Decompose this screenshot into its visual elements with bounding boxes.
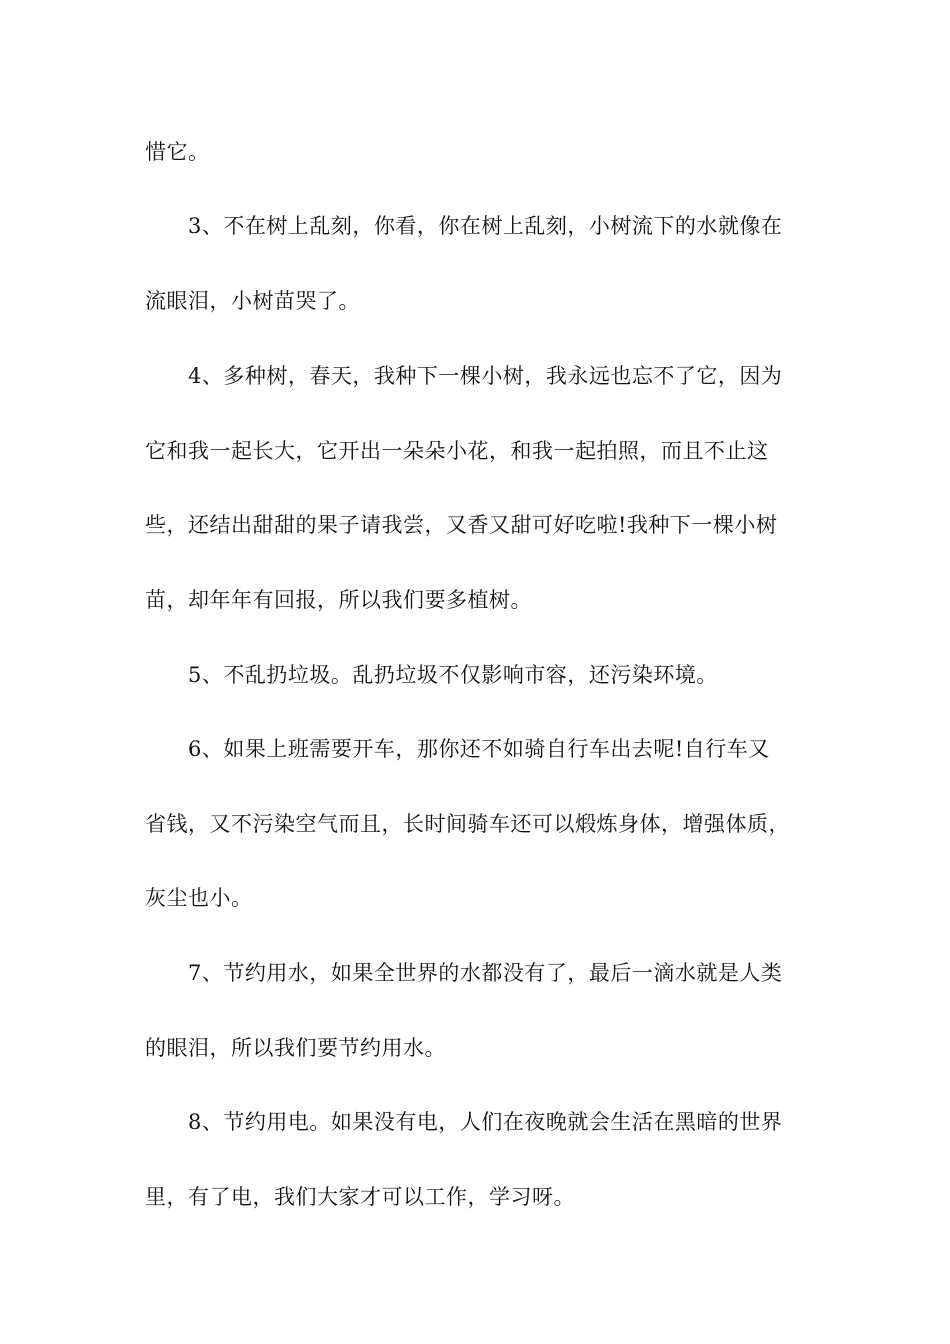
text-line: 的眼泪，所以我们要节约用水。 xyxy=(145,1036,446,1060)
text-line: 3、不在树上乱刻，你看，你在树上乱刻，小树流下的水就像在 xyxy=(188,214,783,238)
text-line: 灰尘也小。 xyxy=(145,886,253,910)
text-line: 8、节约用电。如果没有电，人们在夜晚就会生活在黑暗的世界 xyxy=(188,1110,783,1134)
text-line: 它和我一起长大，它开出一朵朵小花，和我一起拍照，而且不止这 xyxy=(145,439,769,463)
text-line: 流眼泪，小树苗哭了。 xyxy=(145,289,360,313)
text-line: 4、多种树，春天，我种下一棵小树，我永远也忘不了它，因为 xyxy=(188,364,783,388)
text-line: 省钱，又不污染空气而且，长时间骑车还可以煅炼身体，增强体质， xyxy=(145,812,790,836)
text-line: 些，还结出甜甜的果子请我尝，又香又甜可好吃啦!我种下一棵小树 xyxy=(145,513,778,537)
text-line: 7、节约用水，如果全世界的水都没有了，最后一滴水就是人类 xyxy=(188,961,783,985)
text-line: 里，有了电，我们大家才可以工作，学习呀。 xyxy=(145,1185,575,1209)
text-line: 苗，却年年有回报，所以我们要多植树。 xyxy=(145,588,532,612)
text-line: 5、不乱扔垃圾。乱扔垃圾不仅影响市容，还污染环境。 xyxy=(188,663,718,687)
text-line: 6、如果上班需要开车，那你还不如骑自行车出去呢!自行车又 xyxy=(188,737,770,761)
text-line: 惜它。 xyxy=(145,140,210,164)
